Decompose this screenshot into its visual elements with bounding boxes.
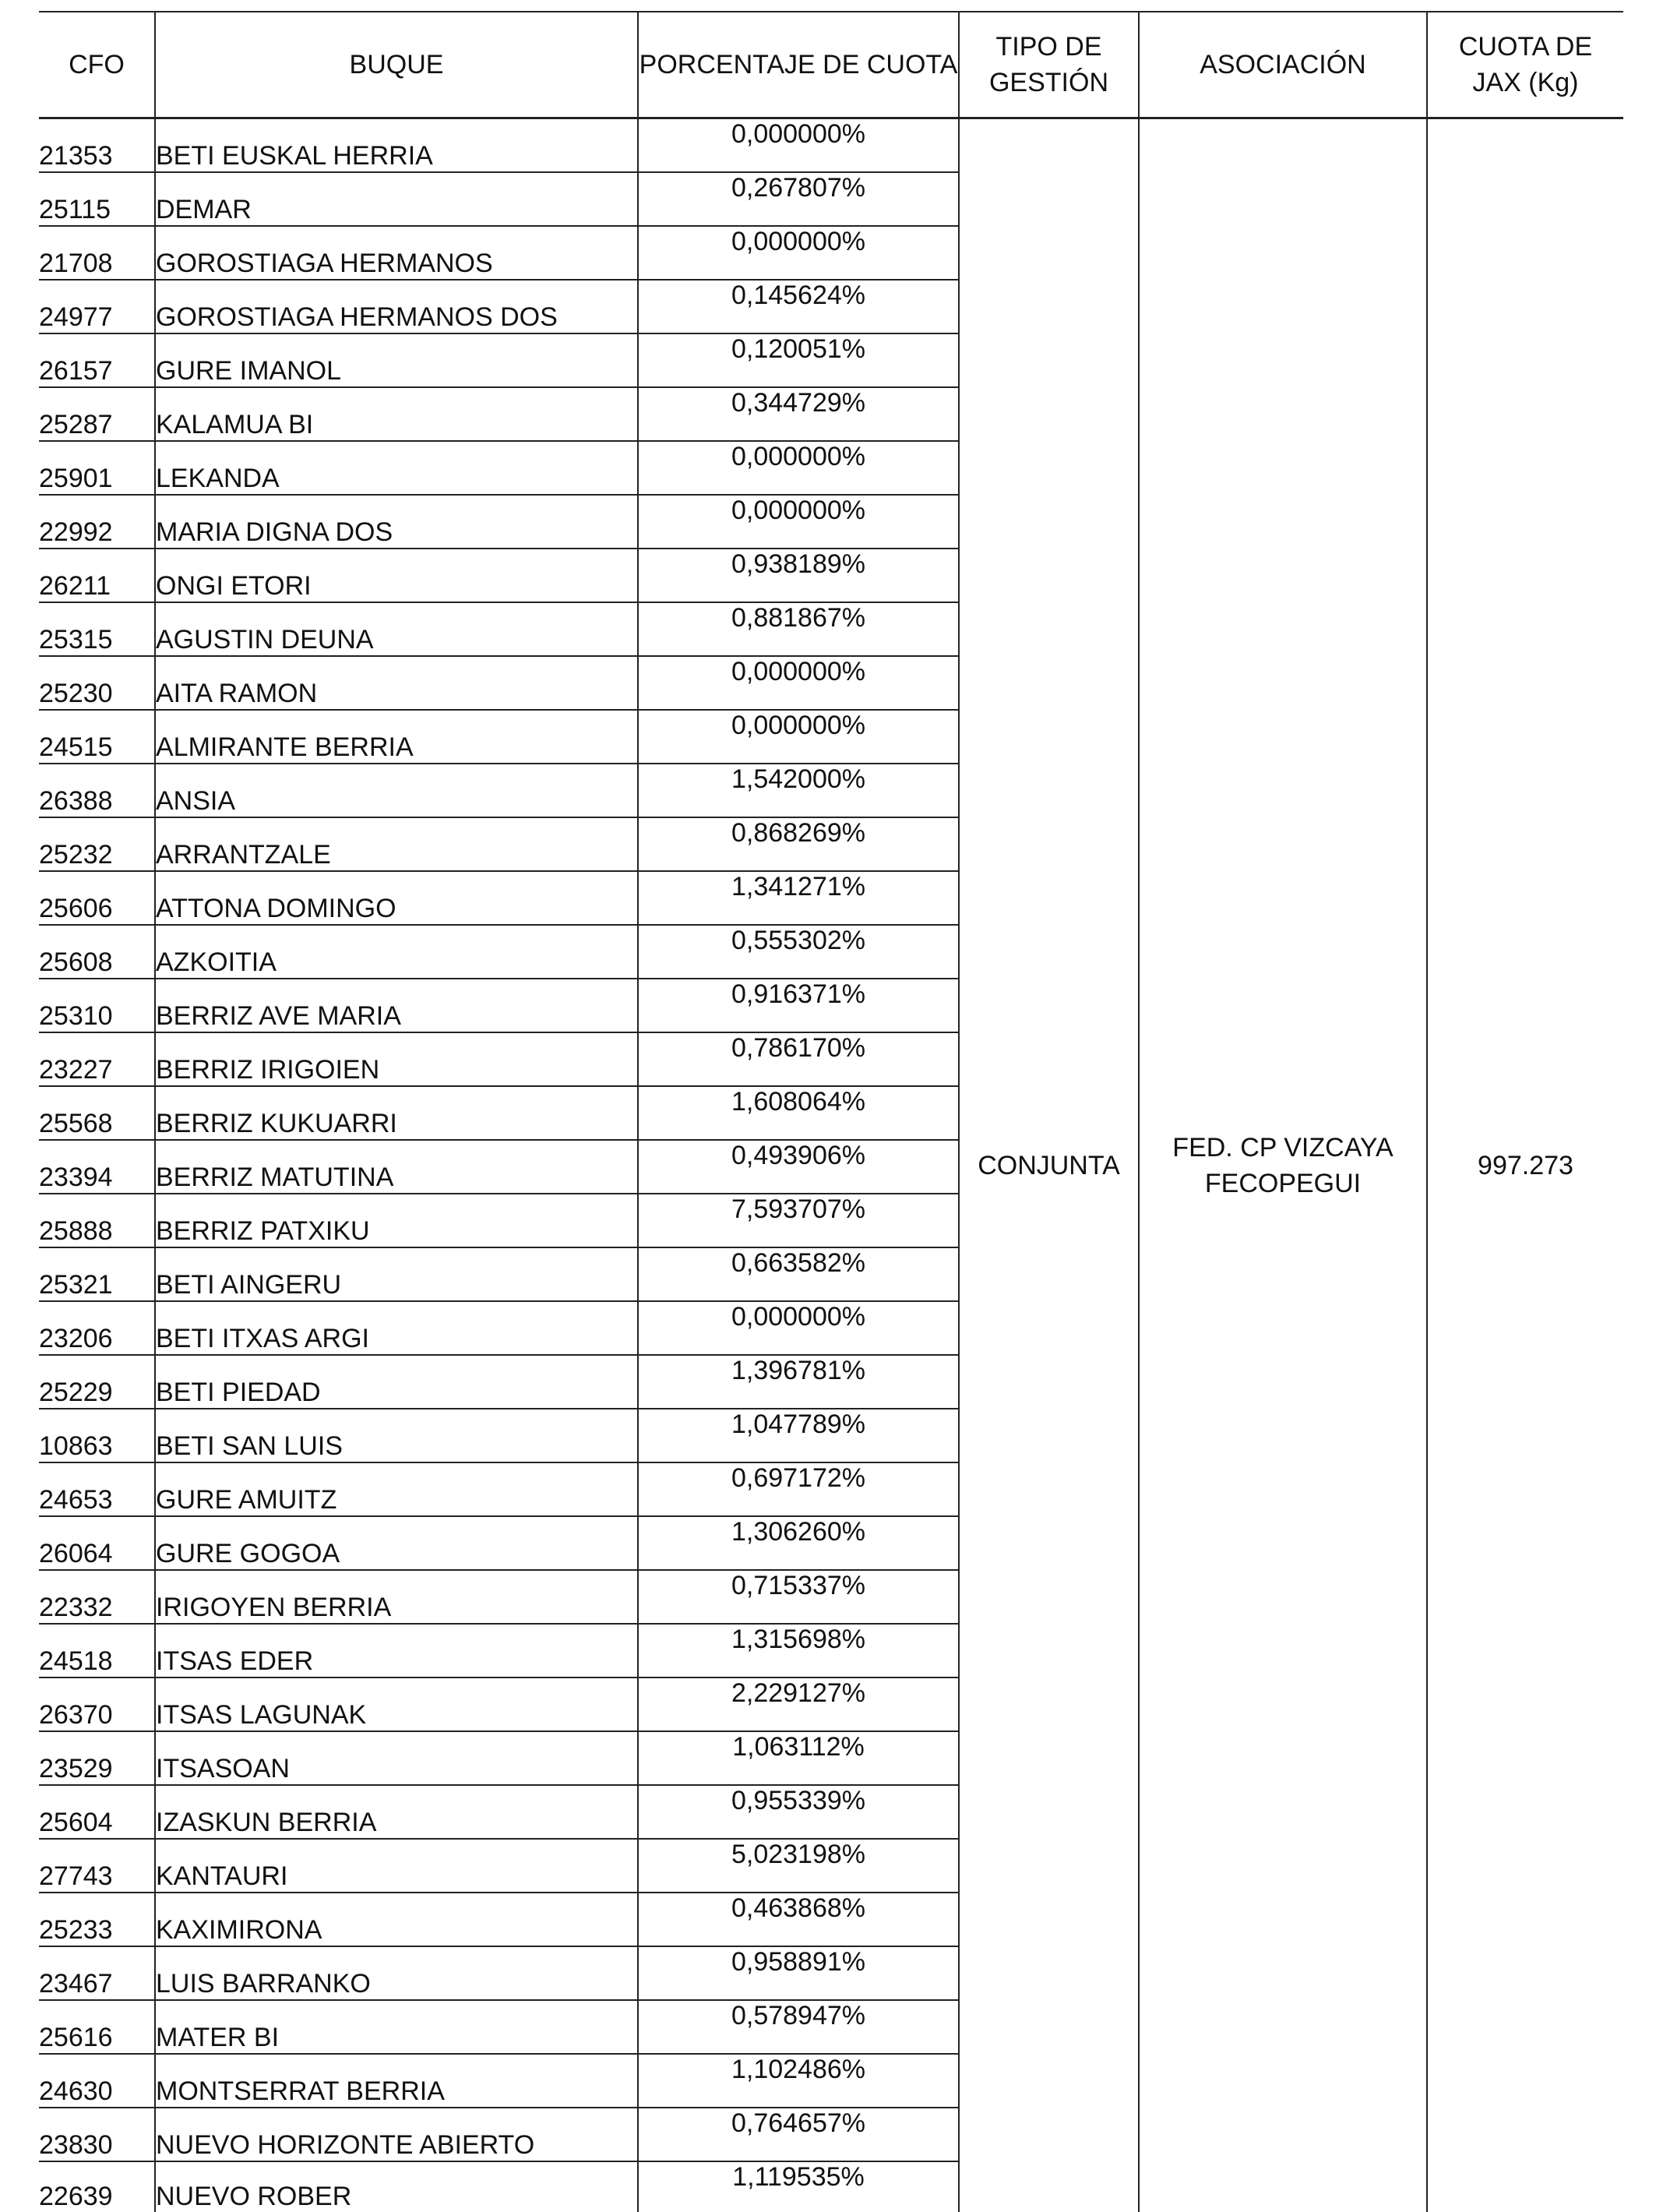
cfo-cell: 25287 (39, 387, 155, 441)
porcentaje-cell: 1,306260% (638, 1516, 959, 1570)
porcentaje-cell: 0,000000% (638, 1301, 959, 1355)
header-cuota-jax (1427, 12, 1623, 118)
buque-cell: KANTAURI (155, 1839, 638, 1893)
cfo-cell: 25901 (39, 441, 155, 495)
porcentaje-cell: 0,868269% (638, 817, 959, 871)
porcentaje-cell: 0,916371% (638, 979, 959, 1032)
porcentaje-cell: 0,578947% (638, 2000, 959, 2054)
porcentaje-cell: 1,047789% (638, 1409, 959, 1462)
cfo-cell: 26211 (39, 549, 155, 602)
cfo-cell: 27743 (39, 1839, 155, 1893)
porcentaje-cell: 7,593707% (638, 1194, 959, 1247)
buque-cell: BETI ITXAS ARGI (155, 1301, 638, 1355)
cfo-cell: 10863 (39, 1409, 155, 1462)
buque-cell: BERRIZ MATUTINA (155, 1140, 638, 1194)
cfo-cell: 23830 (39, 2108, 155, 2161)
buque-cell: BETI EUSKAL HERRIA (155, 118, 638, 173)
buque-cell: AGUSTIN DEUNA (155, 602, 638, 656)
asociacion-cell (1139, 118, 1427, 2212)
porcentaje-cell: 0,267807% (638, 172, 959, 226)
cfo-cell: 21708 (39, 226, 155, 280)
header-row (39, 12, 1623, 118)
porcentaje-cell: 1,119535% (638, 2161, 959, 2212)
cfo-cell: 22332 (39, 1570, 155, 1624)
header-porcentaje (638, 12, 959, 118)
buque-cell: GOROSTIAGA HERMANOS DOS (155, 280, 638, 333)
header-porcentaje-label: PORCENTAJE DE CUOTA (639, 50, 958, 79)
porcentaje-cell: 0,000000% (638, 226, 959, 280)
porcentaje-cell: 0,697172% (638, 1462, 959, 1516)
cfo-cell: 21353 (39, 118, 155, 173)
table-header (39, 12, 1623, 118)
buque-cell: GURE AMUITZ (155, 1462, 638, 1516)
porcentaje-cell: 0,715337% (638, 1570, 959, 1624)
cfo-cell: 23206 (39, 1301, 155, 1355)
buque-cell: ITSAS EDER (155, 1624, 638, 1678)
porcentaje-cell: 0,555302% (638, 925, 959, 979)
porcentaje-cell: 0,000000% (638, 118, 959, 173)
header-buque-label: BUQUE (350, 50, 444, 79)
buque-cell: IZASKUN BERRIA (155, 1785, 638, 1839)
buque-cell: LUIS BARRANKO (155, 1946, 638, 2000)
header-cfo-label: CFO (69, 50, 125, 79)
porcentaje-cell: 1,341271% (638, 871, 959, 925)
table-body (39, 118, 1623, 2212)
cuota-jax-value: 997.273 (1478, 1151, 1573, 1180)
buque-cell: BERRIZ PATXIKU (155, 1194, 638, 1247)
cfo-cell: 25888 (39, 1194, 155, 1247)
buque-cell: IRIGOYEN BERRIA (155, 1570, 638, 1624)
cfo-cell: 25232 (39, 817, 155, 871)
buque-cell: BETI PIEDAD (155, 1355, 638, 1409)
cfo-cell: 25321 (39, 1247, 155, 1301)
buque-cell: NUEVO HORIZONTE ABIERTO (155, 2108, 638, 2161)
header-asociacion (1139, 12, 1427, 118)
porcentaje-cell: 0,493906% (638, 1140, 959, 1194)
porcentaje-cell: 0,955339% (638, 1785, 959, 1839)
cfo-cell: 22992 (39, 495, 155, 549)
buque-cell: GURE IMANOL (155, 333, 638, 387)
buque-cell: ANSIA (155, 764, 638, 817)
cfo-cell: 25233 (39, 1893, 155, 1946)
porcentaje-cell: 0,000000% (638, 495, 959, 549)
buque-cell: ATTONA DOMINGO (155, 871, 638, 925)
porcentaje-cell: 5,023198% (638, 1839, 959, 1893)
cfo-cell: 24515 (39, 710, 155, 764)
buque-cell: BERRIZ AVE MARIA (155, 979, 638, 1032)
buque-cell: KALAMUA BI (155, 387, 638, 441)
buque-cell: BERRIZ KUKUARRI (155, 1086, 638, 1140)
buque-cell: ALMIRANTE BERRIA (155, 710, 638, 764)
porcentaje-cell: 0,463868% (638, 1893, 959, 1946)
buque-cell: GURE GOGOA (155, 1516, 638, 1570)
porcentaje-cell: 0,764657% (638, 2108, 959, 2161)
cfo-cell: 25604 (39, 1785, 155, 1839)
cfo-cell: 26388 (39, 764, 155, 817)
tipo-gestion-value: CONJUNTA (978, 1151, 1120, 1180)
cfo-cell: 25608 (39, 925, 155, 979)
cfo-cell: 25115 (39, 172, 155, 226)
header-tipo-line1: TIPO DE (995, 32, 1101, 62)
buque-cell: NUEVO ROBER (155, 2161, 638, 2212)
porcentaje-cell: 0,120051% (638, 333, 959, 387)
cfo-cell: 25606 (39, 871, 155, 925)
tipo-gestion-cell (959, 118, 1139, 2212)
asociacion-line2: FECOPEGUI (1205, 1169, 1361, 1198)
header-cfo (39, 12, 155, 118)
buque-cell: AITA RAMON (155, 656, 638, 710)
cfo-cell: 23529 (39, 1731, 155, 1785)
buque-cell: BETI SAN LUIS (155, 1409, 638, 1462)
cfo-cell: 23394 (39, 1140, 155, 1194)
porcentaje-cell: 0,958891% (638, 1946, 959, 2000)
buque-cell: LEKANDA (155, 441, 638, 495)
porcentaje-cell: 1,102486% (638, 2054, 959, 2108)
cfo-cell: 24653 (39, 1462, 155, 1516)
buque-cell: ARRANTZALE (155, 817, 638, 871)
porcentaje-cell: 0,663582% (638, 1247, 959, 1301)
header-cuota-line2: JAX (Kg) (1472, 68, 1578, 97)
cfo-cell: 26064 (39, 1516, 155, 1570)
header-asociacion-label: ASOCIACIÓN (1200, 50, 1365, 79)
cfo-cell: 25616 (39, 2000, 155, 2054)
cfo-cell: 24630 (39, 2054, 155, 2108)
buque-cell: MATER BI (155, 2000, 638, 2054)
cfo-cell: 22639 (39, 2161, 155, 2212)
cfo-cell: 24518 (39, 1624, 155, 1678)
buque-cell: AZKOITIA (155, 925, 638, 979)
buque-cell: ITSASOAN (155, 1731, 638, 1785)
porcentaje-cell: 0,881867% (638, 602, 959, 656)
porcentaje-cell: 1,608064% (638, 1086, 959, 1140)
cfo-cell: 25315 (39, 602, 155, 656)
cfo-cell: 23227 (39, 1032, 155, 1086)
buque-cell: KAXIMIRONA (155, 1893, 638, 1946)
buque-cell: BERRIZ IRIGOIEN (155, 1032, 638, 1086)
cfo-cell: 23467 (39, 1946, 155, 2000)
cfo-cell: 25229 (39, 1355, 155, 1409)
buque-cell: MARIA DIGNA DOS (155, 495, 638, 549)
asociacion-line1: FED. CP VIZCAYA (1172, 1133, 1393, 1162)
porcentaje-cell: 1,063112% (638, 1731, 959, 1785)
cfo-cell: 25230 (39, 656, 155, 710)
buque-cell: MONTSERRAT BERRIA (155, 2054, 638, 2108)
porcentaje-cell: 0,344729% (638, 387, 959, 441)
table-row (39, 118, 1623, 173)
porcentaje-cell: 1,542000% (638, 764, 959, 817)
buque-cell: GOROSTIAGA HERMANOS (155, 226, 638, 280)
cfo-cell: 25568 (39, 1086, 155, 1140)
porcentaje-cell: 0,000000% (638, 710, 959, 764)
porcentaje-cell: 2,229127% (638, 1678, 959, 1731)
header-tipo-line2: GESTIÓN (989, 68, 1108, 97)
porcentaje-cell: 1,396781% (638, 1355, 959, 1409)
porcentaje-cell: 0,786170% (638, 1032, 959, 1086)
cfo-cell: 25310 (39, 979, 155, 1032)
quota-table (39, 11, 1623, 2212)
porcentaje-cell: 1,315698% (638, 1624, 959, 1678)
header-cuota-line1: CUOTA DE (1459, 32, 1592, 62)
cfo-cell: 26157 (39, 333, 155, 387)
porcentaje-cell: 0,000000% (638, 656, 959, 710)
porcentaje-cell: 0,938189% (638, 549, 959, 602)
header-tipo-gestion (959, 12, 1139, 118)
header-buque (155, 12, 638, 118)
buque-cell: ITSAS LAGUNAK (155, 1678, 638, 1731)
porcentaje-cell: 0,000000% (638, 441, 959, 495)
cfo-cell: 26370 (39, 1678, 155, 1731)
buque-cell: BETI AINGERU (155, 1247, 638, 1301)
buque-cell: ONGI ETORI (155, 549, 638, 602)
buque-cell: DEMAR (155, 172, 638, 226)
cfo-cell: 24977 (39, 280, 155, 333)
porcentaje-cell: 0,145624% (638, 280, 959, 333)
cuota-jax-cell (1427, 118, 1623, 2212)
